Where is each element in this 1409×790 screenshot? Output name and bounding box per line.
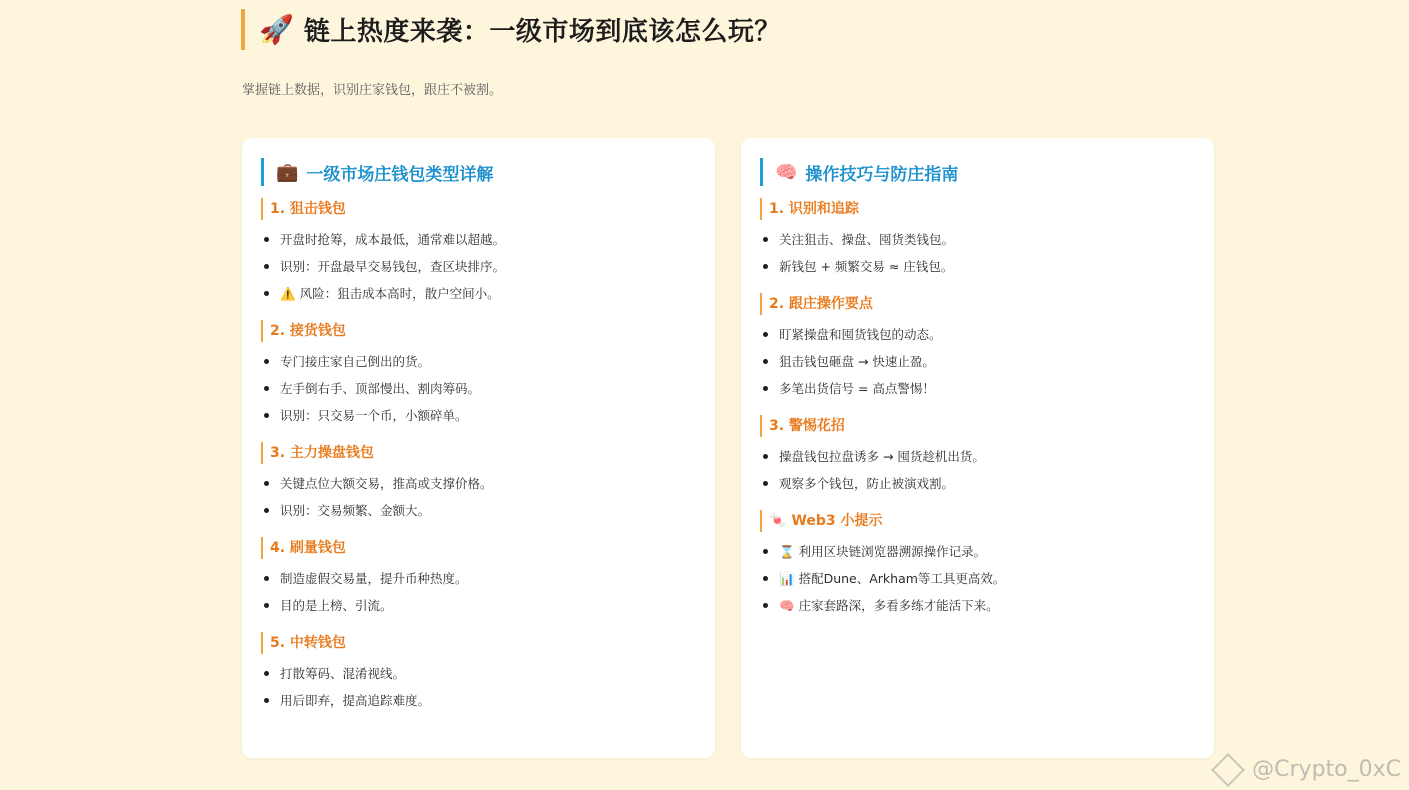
watermark-text: @Crypto_0xC (1252, 757, 1401, 782)
section-heading-text: 1. 狙击钱包 (270, 201, 346, 217)
hourglass-icon: ⌛ (779, 544, 795, 559)
list-item (760, 592, 1195, 619)
list-item (760, 253, 1195, 280)
list-item-text: 识别：交易频繁、金额大。 (280, 503, 431, 518)
list-item-text: 操盘钱包拉盘诱多 → 囤货趁机出货。 (779, 449, 985, 464)
list-item (261, 375, 696, 402)
card-body (261, 198, 696, 727)
card-body (760, 198, 1195, 632)
list-item (261, 660, 696, 687)
section (760, 198, 1195, 280)
list-item (261, 497, 696, 524)
list-item-text: 多笔出货信号 = 高点警惕！ (779, 381, 935, 396)
warning-icon: ⚠️ (280, 286, 296, 301)
bullet-list (760, 443, 1195, 497)
section-heading (261, 632, 696, 654)
list-item (261, 687, 696, 714)
list-item-text: 打散筹码、混淆视线。 (280, 666, 406, 681)
list-item (261, 402, 696, 429)
section-heading (261, 198, 696, 220)
section-heading (261, 320, 696, 342)
logo-icon (1211, 753, 1245, 787)
list-item (760, 226, 1195, 253)
bullet-list (261, 348, 696, 429)
rocket-icon: 🚀 (259, 12, 294, 46)
page-header (241, 9, 781, 50)
section (261, 632, 696, 714)
list-item-text: 识别：开盘最早交易钱包，查区块排序。 (280, 259, 506, 274)
list-item (261, 253, 696, 280)
wallet-types-card (242, 138, 715, 758)
list-item-text: 狙击钱包砸盘 → 快速止盈。 (779, 354, 935, 369)
section (760, 293, 1195, 402)
card-title (760, 158, 958, 186)
list-item-text: 开盘时抢筹，成本最低，通常难以超越。 (280, 232, 506, 247)
section-heading-text: 4. 刷量钱包 (270, 540, 346, 556)
list-item-text: 庄家套路深，多看多练才能活下来。 (798, 598, 999, 613)
card-title-text: 一级市场庄钱包类型详解 (306, 164, 494, 185)
list-item (261, 280, 696, 307)
list-item (760, 375, 1195, 402)
bullet-list (760, 321, 1195, 402)
bullet-list (261, 470, 696, 524)
brain-icon: 🧠 (775, 161, 798, 183)
list-item-text: 搭配Dune、Arkham等工具更高效。 (798, 571, 1006, 586)
tips-guide-card (741, 138, 1214, 758)
section (261, 537, 696, 619)
list-item (760, 443, 1195, 470)
section-heading (760, 293, 1195, 315)
section-heading-text: 3. 主力操盘钱包 (270, 445, 374, 461)
page-title: 链上热度来袭：一级市场到底该怎么玩？ (303, 17, 781, 47)
briefcase-icon: 💼 (276, 161, 299, 183)
list-item-text: 目的是上榜、引流。 (280, 598, 393, 613)
card-title (261, 158, 493, 186)
brain-icon: 🧠 (779, 598, 795, 613)
watermark (1216, 757, 1401, 782)
list-item-text: 用后即弃，提高追踪难度。 (280, 693, 431, 708)
section-heading (760, 510, 1195, 532)
bullet-list (261, 660, 696, 714)
bullet-list (261, 565, 696, 619)
section-heading (760, 198, 1195, 220)
list-item (760, 348, 1195, 375)
candy-icon: 🍬 (769, 513, 787, 529)
list-item (261, 348, 696, 375)
list-item-text: 识别：只交易一个币，小额碎单。 (280, 408, 468, 423)
list-item-text: 利用区块链浏览器溯源操作记录。 (798, 544, 987, 559)
list-item (760, 565, 1195, 592)
section (760, 415, 1195, 497)
list-item-text: 关键点位大额交易，推高或支撑价格。 (280, 476, 493, 491)
list-item-text: 观察多个钱包，防止被演戏割。 (779, 476, 955, 491)
list-item (261, 470, 696, 497)
section-heading (760, 415, 1195, 437)
section (261, 320, 696, 429)
page-subtitle: 掌握链上数据，识别庄家钱包，跟庄不被割。 (242, 83, 503, 98)
list-item-text: 风险：狙击成本高时，散户空间小。 (299, 286, 500, 301)
bullet-list (760, 226, 1195, 280)
list-item-text: 新钱包 + 频繁交易 ≈ 庄钱包。 (779, 259, 954, 274)
list-item-text: 左手倒右手、顶部慢出、割肉筹码。 (280, 381, 481, 396)
list-item-text: 制造虚假交易量，提升币种热度。 (280, 571, 468, 586)
list-item (760, 470, 1195, 497)
section (261, 442, 696, 524)
card-title-text: 操作技巧与防庄指南 (805, 164, 959, 185)
bullet-list (261, 226, 696, 307)
section-heading-text: Web3 小提示 (791, 513, 883, 529)
list-item-text: 盯紧操盘和囤货钱包的动态。 (779, 327, 942, 342)
section-heading-text: 2. 跟庄操作要点 (769, 296, 873, 312)
list-item (261, 226, 696, 253)
section (261, 198, 696, 307)
section-heading-text: 2. 接货钱包 (270, 323, 346, 339)
list-item (760, 538, 1195, 565)
section-heading (261, 537, 696, 559)
section-heading (261, 442, 696, 464)
list-item (261, 565, 696, 592)
section-heading-text: 3. 警惕花招 (769, 418, 845, 434)
bar-chart-icon: 📊 (779, 571, 795, 586)
section-heading-text: 1. 识别和追踪 (769, 201, 859, 217)
list-item (261, 592, 696, 619)
list-item-text: 关注狙击、操盘、囤货类钱包。 (779, 232, 955, 247)
bullet-list (760, 538, 1195, 619)
list-item-text: 专门接庄家自己倒出的货。 (280, 354, 431, 369)
section (760, 510, 1195, 619)
section-heading-text: 5. 中转钱包 (270, 635, 346, 651)
list-item (760, 321, 1195, 348)
